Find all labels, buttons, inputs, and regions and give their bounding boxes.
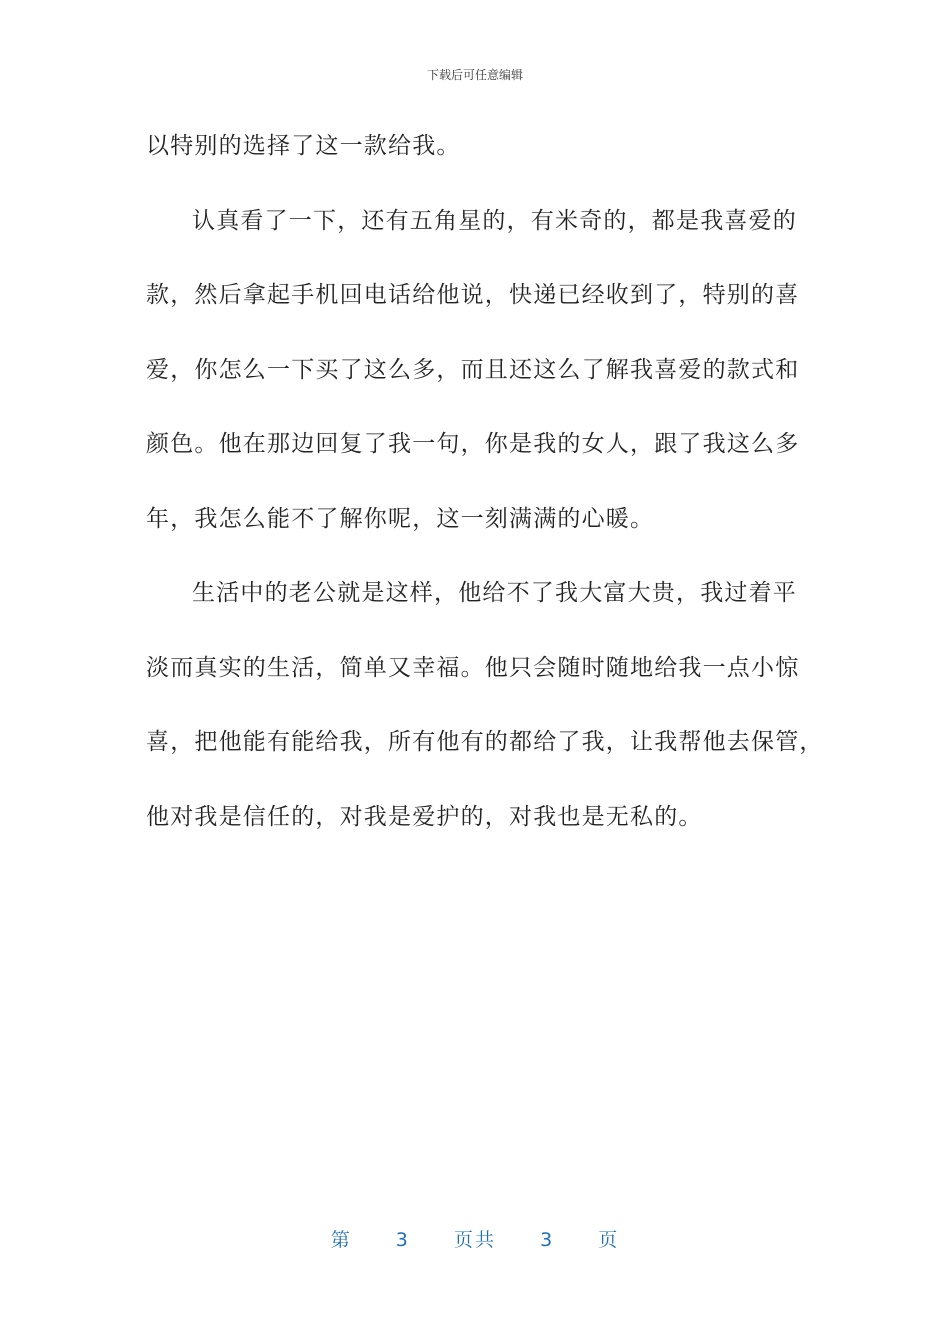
page-label-middle: 页共 bbox=[453, 1229, 496, 1251]
text-line: 款，然后拿起手机回电话给他说，快递已经收到了，特别的喜 bbox=[146, 282, 800, 308]
paragraph-start-line: 生活中的老公就是这样，他给不了我大富大贵，我过着平 bbox=[192, 580, 797, 606]
page-label-suffix: 页 bbox=[598, 1229, 620, 1251]
page-label-prefix: 第 bbox=[330, 1229, 352, 1251]
text-line: 颜色。他在那边回复了我一句，你是我的女人，跟了我这么多 bbox=[146, 431, 800, 457]
text-line: 年，我怎么能不了解你呢，这一刻满满的心暖。 bbox=[146, 505, 655, 532]
text-line: 他对我是信任的，对我是爱护的，对我也是无私的。 bbox=[146, 803, 703, 830]
text-line: 爱，你怎么一下买了这么多，而且还这么了解我喜爱的款式和 bbox=[146, 356, 800, 383]
total-pages-number: 3 bbox=[540, 1229, 555, 1251]
current-page-number: 3 bbox=[395, 1229, 410, 1251]
paragraph-start-line: 认真看了一下，还有五角星的，有米奇的，都是我喜爱的 bbox=[192, 207, 797, 234]
page-footer bbox=[0, 1225, 950, 1252]
text-line: 淡而真实的生活，简单又幸福。他只会随时随地给我一点小惊 bbox=[146, 654, 800, 681]
document-body bbox=[146, 120, 824, 865]
text-line: 以特别的选择了这一款给我。 bbox=[146, 133, 461, 159]
text-line: 喜，把他能有能给我，所有他有的都给了我，让我帮他去保管， bbox=[146, 729, 824, 755]
page-header: 下载后可任意编辑 bbox=[426, 68, 523, 82]
